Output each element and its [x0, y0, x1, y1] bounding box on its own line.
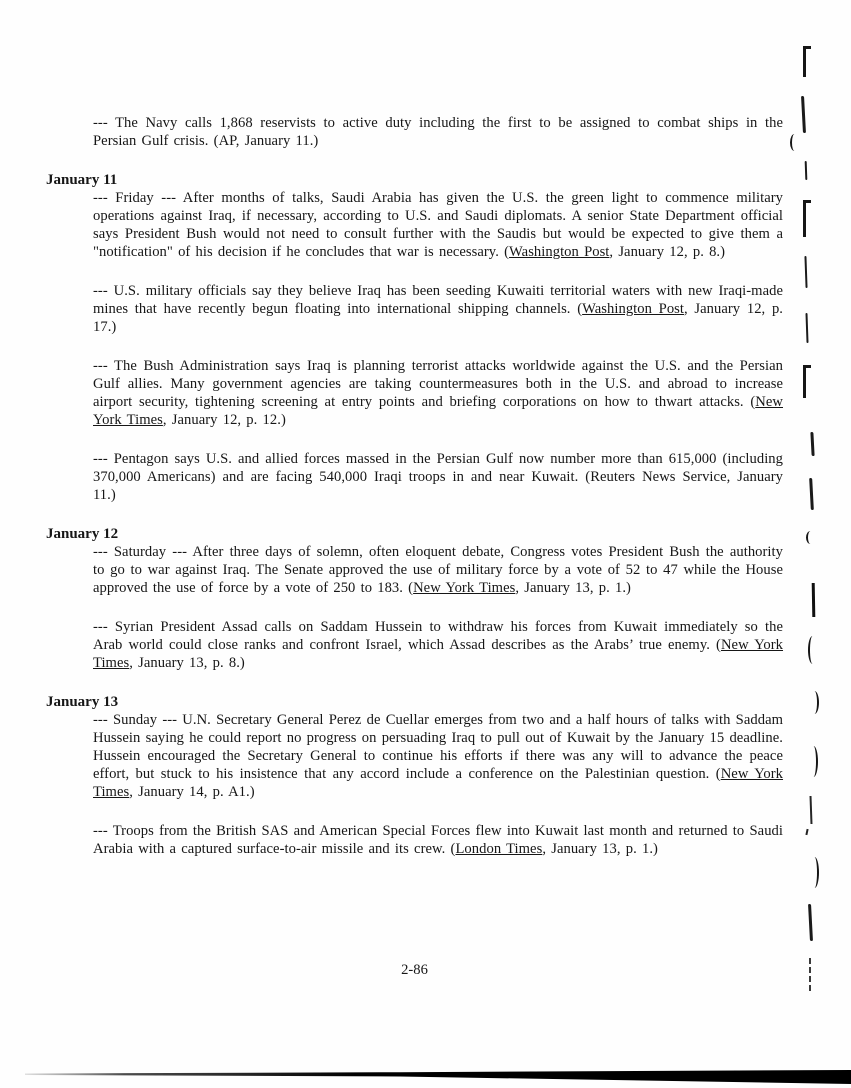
entry-paragraph [93, 543, 783, 597]
entry-paragraph [93, 282, 783, 336]
citation-source: Washington Post [582, 301, 685, 317]
citation-source: New York Times [93, 394, 783, 428]
entry-paragraph [93, 711, 783, 801]
scan-artifact-lparen [790, 134, 799, 151]
entry-text: , January 12, p. 17.) [93, 301, 783, 335]
entry-text: --- Syrian President Assad calls on Saddam Hussein to withdraw his forces from Kuwait immediately so the Arab world could close ranks and confront Israel, which Assad describes as the Arabs’ true enemy. ( [93, 619, 783, 653]
entry-text: --- Saturday --- After three days of solemn, often eloquent debate, Congress votes President Bush the authority to go to war against Iraq. The Senate approved the use of military force by a vote of 52 to 47 while the House approved the use of force by a vote of 250 to 183. ( [93, 544, 783, 596]
entry-text: , January 14, p. A1.) [129, 784, 255, 800]
scan-artifact-bracket [803, 46, 806, 77]
page-number: 2-86 [401, 962, 428, 978]
entry-text: --- The Bush Administration says Iraq is planning terrorist attacks worldwide against the U.S. and the Persian Gulf allies. Many government agencies are taking countermeasures both in the U.S. and abroad to increase airport security, tightening screening at entry points and briefing corporations on how to thwart attacks. ( [93, 358, 783, 410]
citation-source: New York Times [413, 580, 516, 596]
citation-source: New York Times [93, 637, 784, 671]
page-edge-scan-band [0, 1066, 851, 1088]
entry-text: --- U.S. military officials say they believe Iraq has been seeding Kuwaiti territorial waters with new Iraqi-made mines that have recently begun floating into international shipping channels. ( [93, 283, 783, 317]
entry-paragraph [93, 450, 783, 504]
entry-paragraph [93, 114, 783, 150]
entry-text: , January 12, p. 12.) [162, 412, 286, 428]
entry-paragraph [93, 618, 783, 672]
entry-text: --- Pentagon says U.S. and allied forces massed in the Persian Gulf now number more than 615,000 (including 370,000 Americans) and are facing 540,000 Iraqi troops in and near Kuwait. (Reuters News Service, January 11.) [93, 451, 783, 503]
entry-text: , January 13, p. 1.) [515, 580, 631, 596]
entry-paragraph [93, 822, 783, 858]
scan-artifact-rparen [810, 857, 819, 888]
entry-paragraph [93, 357, 783, 429]
scan-artifact-lparen [806, 531, 815, 544]
scan-artifact-dots [809, 958, 811, 991]
entry-text: , January 13, p. 8.) [129, 655, 245, 671]
entry-paragraph [93, 189, 783, 261]
citation-source: London Times [455, 841, 543, 857]
entry-text: , January 12, p. 8.) [609, 244, 726, 260]
entry-text: --- Troops from the British SAS and American Special Forces flew into Kuwait last month and returned to Saudi Arabia with a captured surface-to-air missile and its crew. ( [93, 823, 783, 857]
citation-source: New York Times [93, 766, 784, 800]
scan-artifact-bracket [803, 200, 806, 237]
citation-source: Washington Post [509, 244, 610, 260]
entry-text: --- Friday --- After months of talks, Saudi Arabia has given the U.S. the green light to commence military operations against Iraq, if necessary, according to U.S. and Saudi diplomats. A senior State Department official says President Bush would not need to consult further with the Saudis but would be expected to give them a "notification" of his decision if he concludes that war is necessary. ( [93, 190, 783, 260]
scan-artifact-squiggle [808, 904, 813, 941]
scan-artifact-bracket [803, 365, 806, 398]
entry-text: --- Sunday --- U.N. Secretary General Perez de Cuellar emerges from two and a half hours of talks with Saddam Hussein saying he could report no progress on persuading Iraq to pull out of Kuwait by the January 15 deadline. Hussein encouraged the Secretary General to continue his efforts if there was any will to advance the peace effort, but stuck to his insistence that any accord include a conference on the Palestinian question. ( [93, 712, 783, 782]
date-heading: January 11 [46, 172, 118, 188]
entry-text: --- The Navy calls 1,868 reservists to active duty including the first to be assigned to combat ships in the Persian Gulf crisis. (AP, January 11.) [93, 115, 783, 149]
scan-artifact-bar-thick [812, 583, 816, 617]
date-heading: January 13 [46, 694, 119, 710]
scan-artifact-lparen [808, 636, 817, 664]
scan-artifact-rparen [809, 746, 818, 777]
entry-text: , January 13, p. 1.) [542, 841, 658, 857]
scan-artifact-rparen [810, 691, 819, 714]
date-heading: January 12 [46, 526, 119, 542]
